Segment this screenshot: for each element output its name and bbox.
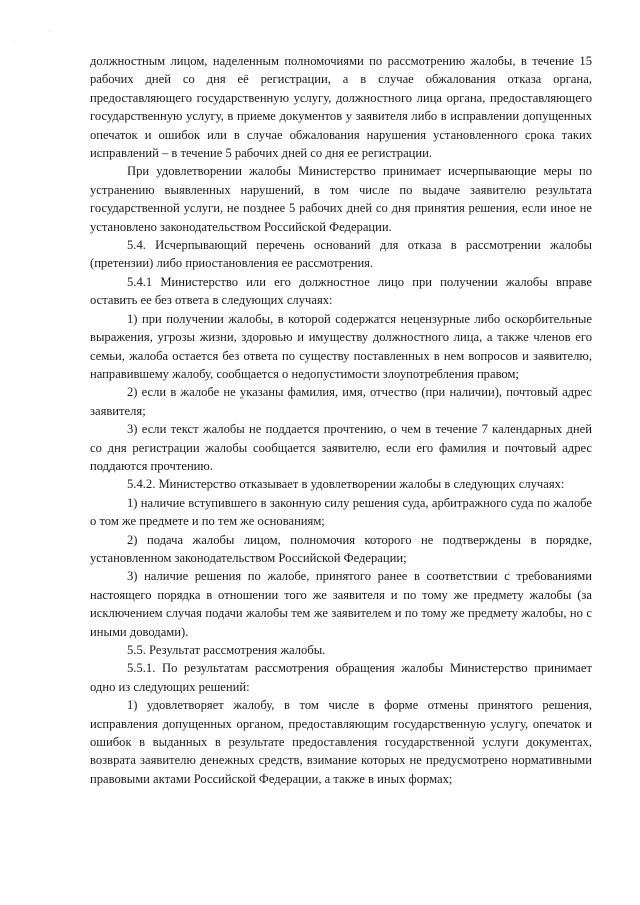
paragraph-5-5-1: 5.5.1. По результатам рассмотрения обращения жалобы Министерство принимает одно из следующих решений: xyxy=(90,661,592,694)
scan-mark: . xyxy=(14,38,16,44)
list-item-5-4-1-3: 3) если текст жалобы не поддается прочтению, о чем в течение 7 календарных дней со дня регистрации жалобы сообщается заявителю, если его фамилия и почтовый адрес поддаются прочтению. xyxy=(90,422,592,473)
paragraph-continuation: должностным лицом, наделенным полномочиями по рассмотрению жалобы, в течение 15 рабочих дней со дня её регистрации, а в случае обжалования отказа органа, предоставляющего государственную услугу, должностного лица органа, предоставляющего государственную услугу, в приеме документов у заявителя либо в исправлении допущенных опечаток и ошибок или в случае обжалования нарушения установленного срока таких исправлений – в течение 5 рабочих дней со дня ее регистрации. xyxy=(90,54,592,161)
section-heading-5-4: 5.4. Исчерпывающий перечень оснований для отказа в рассмотрении жалобы (претензии) либо приостановления ее рассмотрения. xyxy=(90,238,592,271)
list-item-5-4-2-1: 1) наличие вступившего в законную силу решения суда, арбитражного суда по жалобе о том же предмете и по тем же основаниям; xyxy=(90,495,592,529)
paragraph-5-4-2: 5.4.2. Министерство отказывает в удовлетворении жалобы в следующих случаях: xyxy=(127,477,565,492)
list-item-5-4-1-2: 2) если в жалобе не указаны фамилия, имя, отчество (при наличии), почтовый адрес заявителя; xyxy=(90,385,592,418)
list-item-5-4-1-1: 1) при получении жалобы, в которой содержатся нецензурные либо оскорбительные выражения, угрозы жизни, здоровью и имуществу должностного лица, а также членов его семьи, жалоба остается без ответа по существу поставленных в нем вопросов и заявителю, направившему жалобу, сообщается о недопустимости злоупотребления правом; xyxy=(90,311,592,381)
section-heading-5-5: 5.5. Результат рассмотрения жалобы. xyxy=(127,643,326,657)
list-item-5-4-2-3: 3) наличие решения по жалобе, принятого ранее в соответствии с требованиями настоящего порядка в отношении того же заявителя и по тому же предмету жалобы (за исключением случая подачи жалобы тем же заявителем и по тому же предмету жалобы, но с иными доводами). xyxy=(90,569,592,639)
scan-mark: · xyxy=(49,29,51,35)
list-item-5-5-1-1: 1) удовлетворяет жалобу, в том числе в форме отмены принятого решения, исправления допущенных органом, предоставляющим государственную услугу, опечаток и ошибок в выданных в результате предоставления государственной услуги документах, возврата заявителю денежных средств, взимание которых не предусмотрено нормативными правовыми актами Российской Федерации, а также в иных формах; xyxy=(90,698,592,786)
list-item-5-4-2-2: 2) подача жалобы лицом, полномочия которого не подтверждены в порядке, установленном законодательством Российской Федерации; xyxy=(90,532,592,565)
document-body xyxy=(90,52,592,788)
paragraph-satisfaction-measures: При удовлетворении жалобы Министерство принимает исчерпывающие меры по устранению выявленных нарушений, в том числе по выдаче заявителю результата государственной услуги, не позднее 5 рабочих дней со дня принятия решения, если иное не установлено законодательством Российской Федерации. xyxy=(90,164,592,234)
paragraph-5-4-1: 5.4.1 Министерство или его должностное лицо при получении жалобы вправе оставить ее без ответа в следующих случаях: xyxy=(90,274,592,308)
